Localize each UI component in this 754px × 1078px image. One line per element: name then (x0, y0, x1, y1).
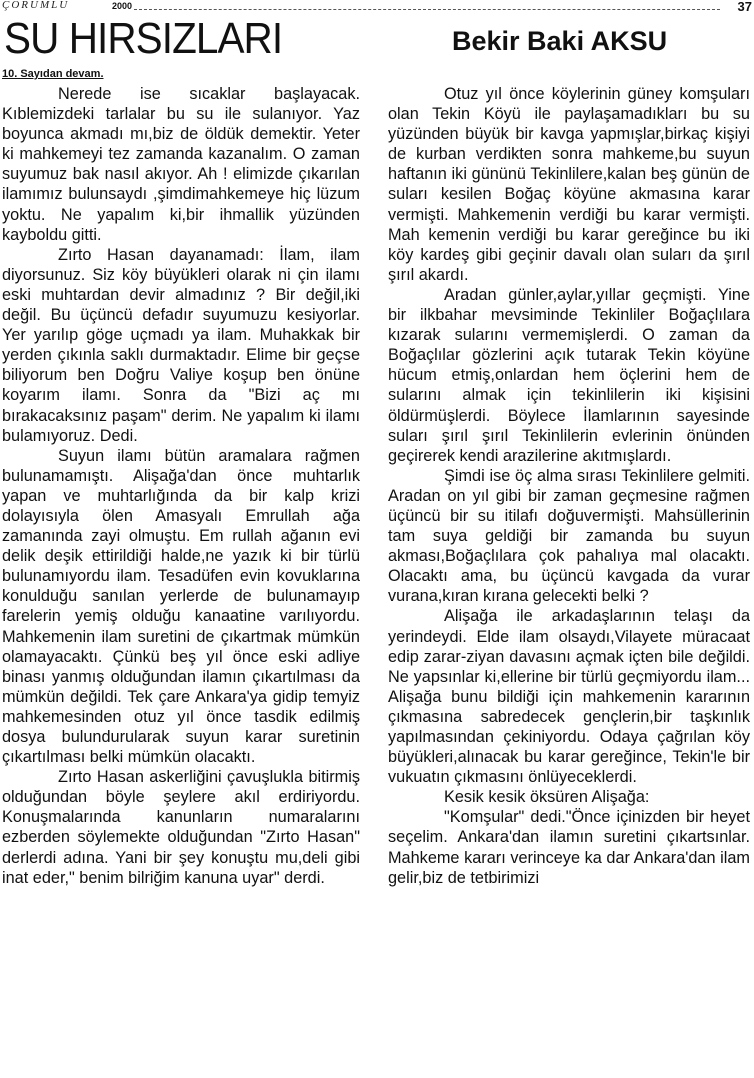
right-text-column (388, 84, 750, 1074)
continued-note: 10. Sayıdan devam. (2, 68, 104, 80)
paragraph: Kesik kesik öksüren Alişağa: (444, 788, 650, 807)
paragraph: "Komşular" dedi."Önce içinizden bir heyet seçelim. Ankara'dan ilamın suretini çıkartsınlar. Mahkeme kararı verinceye ka dar Ankara'dan ilam gelir,biz de tetbirimizi (388, 808, 750, 887)
publication-name: ÇORUMLU (2, 0, 70, 11)
left-text-column (2, 84, 360, 1074)
paragraph: Alişağa ile arkadaşlarının telaşı da yerindeydi. Elde ilam olsaydı,Vilayete müracaat edip zarar-ziyan davasını açmak içten bile değildi. Ne yapsınlar ki,ellerine bir türlü geçmiyordu ilam... Alişağa bunu bildiği için mahkemenin kararının çıkmasına sabredecek gençlerin,bir taşkınlık yapılmasından çekiniyordu. Odaya çağrılan köy büyükleri,alınacak bu karar gereğince, Tekin'le bir vukuatın çıkmasını önlüyeceklerdi. (388, 607, 750, 787)
page-number: 37 (737, 0, 752, 14)
header-dotted-rule (134, 9, 720, 10)
paragraph: Otuz yıl önce köylerinin güney komşuları olan Tekin Köyü ile paylaşamadıkları bu su yüzünden büyük bir kavga yapmışlar,birkaç kişiyi de kurban verdikten sonra mahkeme,bu suyun haftanın iki gününü Tekinlilere,kalan beş günün de suları kesilen Boğaç köyüne akmasına karar vermişti. Mahkemenin verdiği bu karar vermişti. Mah kemenin verdiği bu karar gereğince bu iki köy kardeş gibi geçinir davalı olan suları da şırıl şırıl akardı. (388, 85, 750, 284)
paragraph: Aradan günler,aylar,yıllar geçmişti. Yine bir ilkbahar mevsiminde Tekinliler Boğaçlılara kızarak sularını vermemişlerdi. O zaman da Boğaçlılar gözlerini açık tutarak Tekin köyüne hücum etmiş,onlardan hem öçlerini hem de sularını almak için tekinlilerin iki kişisini öldürmüşlerdi. Böylece İlamlarının sayesinde suları şırıl şırıl Tekinlilerin evlerinin önünden geçirerek kendi arazilerine akıtmışlardı. (388, 285, 750, 465)
paragraph: Nerede ise sıcaklar başlayacak. Kıblemizdeki tarlalar bu su ile sulanıyor. Yaz boyunca akmadı mı,biz de öldük demektir. Yeter ki mahkemeyi tez zamanda kazanalım. O zaman suyumuz bak nasıl akıyor. Ah ! elimizde çıkarılan ilamımız bulunsaydı ,şimdimahkemeye hiç lüzum yoktu. Ne yapalım ki,bir ihmallik yüzünden kayboldu gitti. (2, 85, 360, 244)
issue-year: 2000 (112, 1, 133, 11)
article-author: Bekir Baki AKSU (452, 26, 668, 56)
paragraph: Zırto Hasan dayanamadı: İlam, ilam diyorsunuz. Siz köy büyükleri olarak ni çin ilamı eski muhtardan devir almadınız ? Bir değil,iki değil. Bu üçüncü defadır suyumuzu kesiyorlar. Yer yarılıp göge uçmadı ya ilam. Muhakkak bir yerden çıkınla saklı durmaktadır. Elime bir geçse biliyorum ben Doğru Valiye koşup ben önüne koyarım ilamı. Sonra da "Bizi aç mı bırakacaksınız paşam" derim. Ne yapalım ki ilamı bulamıyoruz. Dedi. (2, 245, 360, 445)
paragraph: Zırto Hasan askerliğini çavuşlukla bitirmiş olduğundan böyle şeylere akıl erdiriyordu. Konuşmalarında kanunların numaralarını ezberden söylemekte olduğundan "Zırto Hasan" derlerdi adına. Yani bir şey konuştu mu,deli gibi inat eder," benim bilriğim kanuna uyar" derdi. (2, 768, 360, 887)
article-title: SU HIRSIZLARI (4, 14, 283, 63)
paragraph: Şimdi ise öç alma sırası Tekinlilere gelmiti. Aradan on yıl gibi bir zaman geçmesine rağmen üçüncü bir su itilafı doğuvermişti. Mahsüllerinin tam suya geldiği bir zamanda bu suyun akması,Boğaçlılara çok pahalıya mal olacaktı. Olacaktı ama, bu üçüncü kavgada da vurar vurana,kıran kırana gelecekti belki ? (388, 466, 750, 606)
paragraph: Suyun ilamı bütün aramalara rağmen bulunamamıştı. Alişağa'dan önce muhtarlık yapan ve muhtarlığında da bir kalp krizi dolayısıyla ölen Amasyalı Emrullah ağa zamanında zayi olmuştu. Em rullah ağanın evi delik deşik ettirildiği halde,ne yazık ki bir türlü bulunamıyordu ilam. Tesadüfen evin kovuklarına konulduğu sanılan yerlerde de bulunamayıp farelerin yemiş olduğu kanaatine varılıyordu. Mahkemenin ilam suretini de çıkartmak mümkün olamayacaktı. Çünkü beş yıl önce eski adliye binası yanmış olduğundan ilamın çıkartılması da mümkün değildi. Tek çare Ankara'ya gidip temyiz mahkemesinden otuz yıl önce tasdik edilmiş dosya bulundurularak suyun karar suretinin çıkartılması belki mümkün olacaktı. (2, 446, 360, 767)
